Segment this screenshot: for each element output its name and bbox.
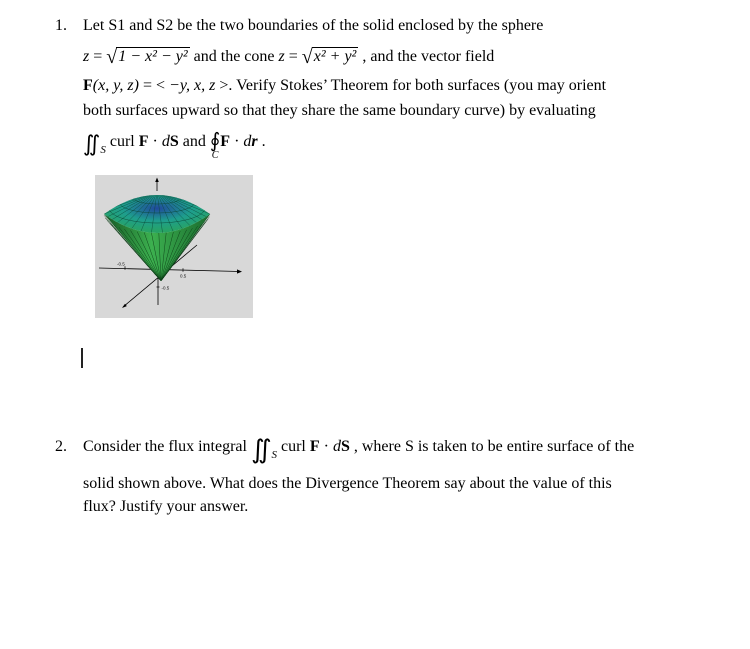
args: (x, y, z) [92, 77, 139, 94]
dot-operator: · [148, 133, 162, 150]
text-post: , where S is taken to be entire surface of the [349, 438, 635, 455]
p1-line5 [83, 123, 715, 169]
curve-r: r [251, 133, 258, 150]
text-and: and [178, 133, 210, 150]
equals: = [89, 48, 107, 65]
tick-z-neg: -0.5 [161, 285, 170, 291]
equals-angle: = < [138, 77, 170, 94]
tick-x-neg: -0.5 [117, 261, 125, 267]
p1-line2 [83, 40, 715, 73]
radicand: x² + y² [313, 48, 357, 65]
sqrt-cone [301, 46, 359, 68]
p1-line1: Let S1 and S2 be the two boundaries of the solid enclosed by the sphere [83, 17, 544, 34]
integral-subscript-S: S [271, 449, 277, 461]
p2-line3: flux? Justify your answer. [83, 498, 249, 515]
surface-S: S [169, 133, 179, 150]
differential-d: d [243, 133, 252, 150]
text-pre: Consider the flux integral [83, 438, 251, 455]
radical-sign: √ [301, 46, 313, 68]
problem-2-number: 2. [55, 438, 67, 455]
p1-line4: both surfaces upward so that they share the same boundary curve) by evaluating [83, 102, 596, 119]
equals: = [284, 48, 302, 65]
double-integral-icon: ∬ [83, 132, 101, 157]
surface-S: S [340, 438, 350, 455]
vector-components: −y, x, z [169, 77, 216, 94]
dot-operator: · [319, 438, 333, 455]
solid-3d-plot [95, 175, 253, 318]
contour-integral-icon [210, 130, 220, 160]
differential-d: d [332, 438, 341, 455]
integral-subscript-S: S [100, 144, 106, 156]
text-and-the-cone: and the cone [189, 48, 279, 65]
differential-d: d [161, 133, 170, 150]
text-verify: Verify Stokes’ Theorem for both surfaces (you may orient [236, 77, 607, 94]
F-bold: F [309, 438, 320, 455]
problem-1-number: 1. [55, 17, 67, 34]
p2-line2: solid shown above. What does the Divergence Theorem say about the value of this [83, 475, 612, 492]
F-bold: F [220, 133, 231, 150]
curl-label: curl [276, 438, 310, 455]
radical-sign: √ [106, 46, 118, 68]
F-bold: F [138, 133, 149, 150]
oint-glyph: ∮ [209, 128, 221, 152]
double-integral-icon: ∬ [250, 435, 272, 465]
period: . [257, 133, 266, 150]
dot-operator: · [230, 133, 244, 150]
vector-field-F: F [83, 77, 93, 94]
sqrt-sphere [106, 46, 189, 68]
contour-subscript-C: C [211, 150, 219, 161]
text-caret [81, 348, 83, 368]
var-z: z [83, 48, 90, 65]
text-tail: , and the vector field [358, 48, 495, 65]
radicand: 1 − x² − y² [118, 48, 188, 65]
problem-2 [55, 430, 720, 518]
problem-1 [55, 12, 715, 318]
angle-close: >. [215, 77, 237, 94]
tick-x-pos: 0.5 [180, 273, 187, 279]
p1-line3 [83, 73, 715, 98]
curl-label: curl [105, 133, 139, 150]
p2-line1 [83, 430, 720, 472]
var-z: z [278, 48, 285, 65]
